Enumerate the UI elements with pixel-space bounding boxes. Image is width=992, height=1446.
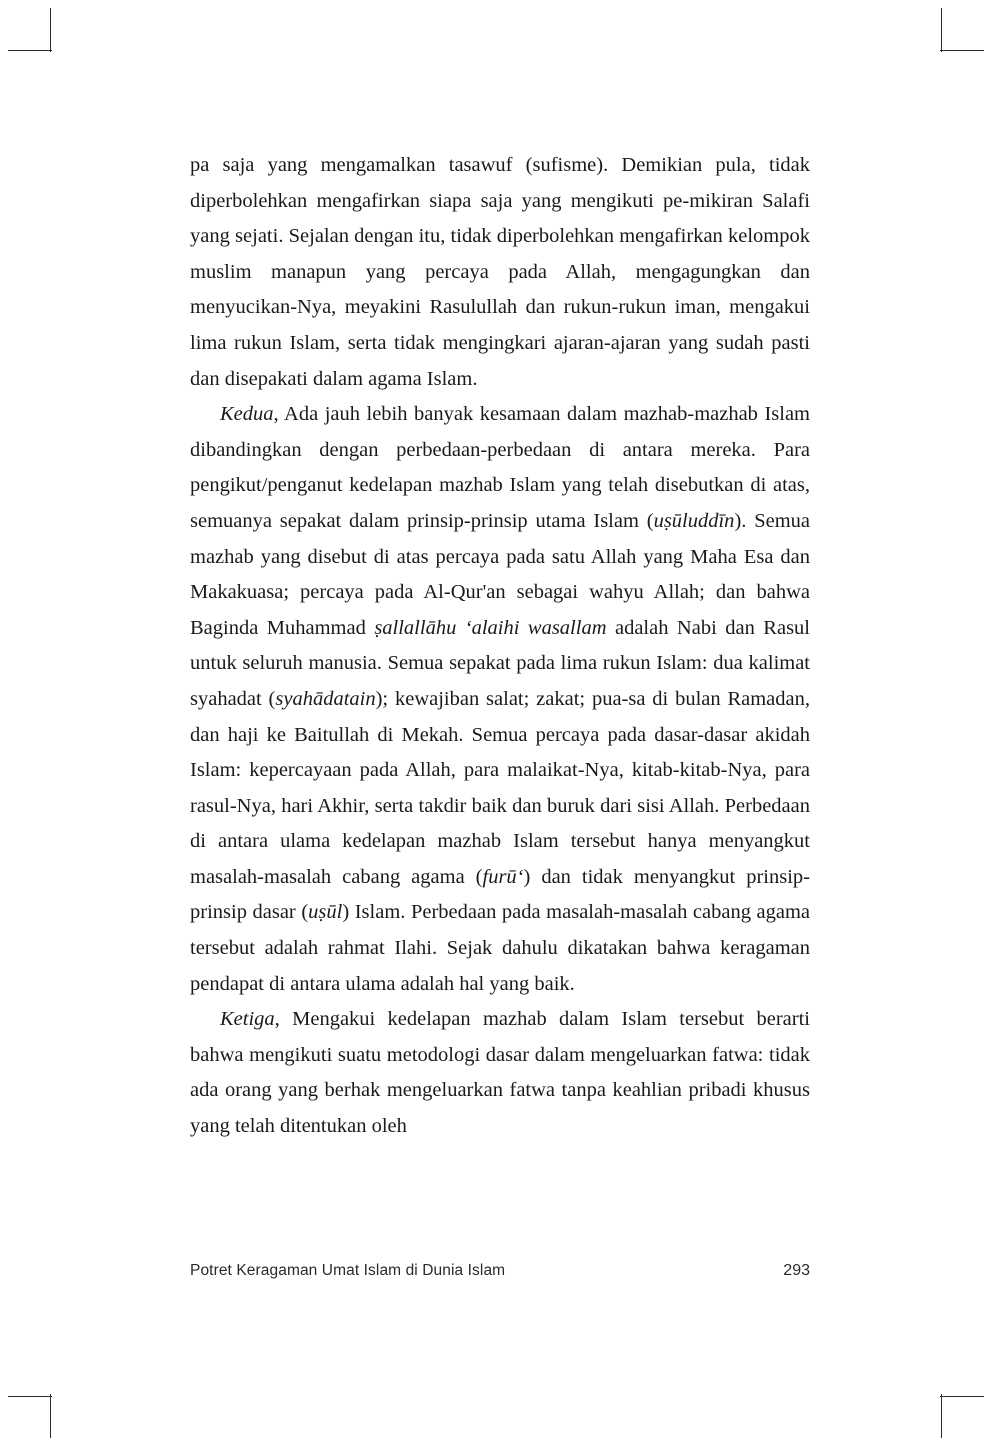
- emphasis-text: uṣūl: [308, 901, 343, 924]
- crop-mark-top-left-horizontal: [8, 50, 52, 51]
- emphasis-text: Ketiga: [220, 1008, 275, 1031]
- para-ketiga: [190, 1002, 810, 1144]
- text-run: ) dan tidak menyangkut prinsip-prinsip dasar (: [190, 865, 810, 924]
- emphasis-text: ṣallallāhu ‘alaihi wasallam: [374, 616, 607, 639]
- text-run: ); kewajiban salat; zakat; pua-sa di bulan Ramadan, dan haji ke Baitullah di Mekah. Semua percaya pada dasar-dasar akidah Islam: kepercayaan pada Allah, para malaikat-Nya, kitab-kitab-Nya, para rasul-Nya, hari Akhir, serta takdir baik dan buruk dari sisi Allah. Perbedaan di antara ulama kedelapan mazhab Islam tersebut hanya menyangkut masalah-masalah cabang agama (: [190, 687, 810, 888]
- crop-mark-bottom-left-vertical: [50, 1394, 51, 1438]
- emphasis-text: Kedua: [220, 403, 274, 426]
- crop-mark-top-right-vertical: [941, 8, 942, 52]
- emphasis-text: uṣūluddīn: [653, 509, 735, 532]
- crop-mark-bottom-left-horizontal: [8, 1396, 52, 1397]
- page-text-block: [190, 148, 810, 1145]
- body-text: [190, 148, 810, 1145]
- text-run: , Ada jauh lebih banyak kesamaan dalam mazhab-mazhab Islam dibandingkan dengan perbedaan-perbedaan di antara mereka. Para pengikut/penganut kedelapan mazhab Islam yang telah disebutkan di atas, semuanya sepakat dalam prinsip-prinsip utama Islam (: [190, 403, 810, 532]
- page-footer: [190, 1262, 810, 1280]
- text-run: adalah Nabi dan Rasul untuk seluruh manusia. Semua sepakat pada lima rukun Islam: dua kalimat syahadat (: [190, 616, 810, 710]
- text-run: ). Semua mazhab yang disebut di atas percaya pada satu Allah yang Maha Esa dan Makakuasa; percaya pada Al-Qur'an sebagai wahyu Allah; dan bahwa Baginda Muhammad: [190, 509, 810, 639]
- page-number: 293: [783, 1262, 810, 1279]
- crop-mark-top-right-horizontal: [940, 50, 984, 51]
- text-run: , Mengakui kedelapan mazhab dalam Islam tersebut berarti bahwa mengikuti suatu metodologi dasar dalam mengeluarkan fatwa: tidak ada orang yang berhak mengeluarkan fatwa tanpa keahlian pribadi khusus yang telah ditentukan oleh: [190, 1008, 810, 1138]
- emphasis-text: syahādatain: [275, 687, 376, 710]
- text-run: pa saja yang mengamalkan tasawuf (sufisme). Demikian pula, tidak diperbolehkan mengafirkan siapa saja yang mengikuti pe-mikiran Salafi yang sejati. Sejalan dengan itu, tidak diperbolehkan mengafirkan kelompok muslim manapun yang percaya pada Allah, mengagungkan dan menyucikan-Nya, meyakini Rasulullah dan rukun-rukun iman, mengakui lima rukun Islam, serta tidak mengingkari ajaran-ajaran yang sudah pasti dan disepakati dalam agama Islam.: [190, 154, 810, 390]
- para-continued: [190, 148, 810, 397]
- para-kedua: [190, 397, 810, 1002]
- running-title: Potret Keragaman Umat Islam di Dunia Islam: [190, 1262, 506, 1279]
- text-run: ) Islam. Perbedaan pada masalah-masalah cabang agama tersebut adalah rahmat Ilahi. Sejak dahulu dikatakan bahwa keragaman pendapat di antara ulama adalah hal yang baik.: [190, 901, 810, 995]
- emphasis-text: furū‘: [482, 865, 524, 888]
- crop-mark-bottom-right-horizontal: [940, 1396, 984, 1397]
- crop-mark-top-left-vertical: [50, 8, 51, 52]
- crop-mark-bottom-right-vertical: [941, 1394, 942, 1438]
